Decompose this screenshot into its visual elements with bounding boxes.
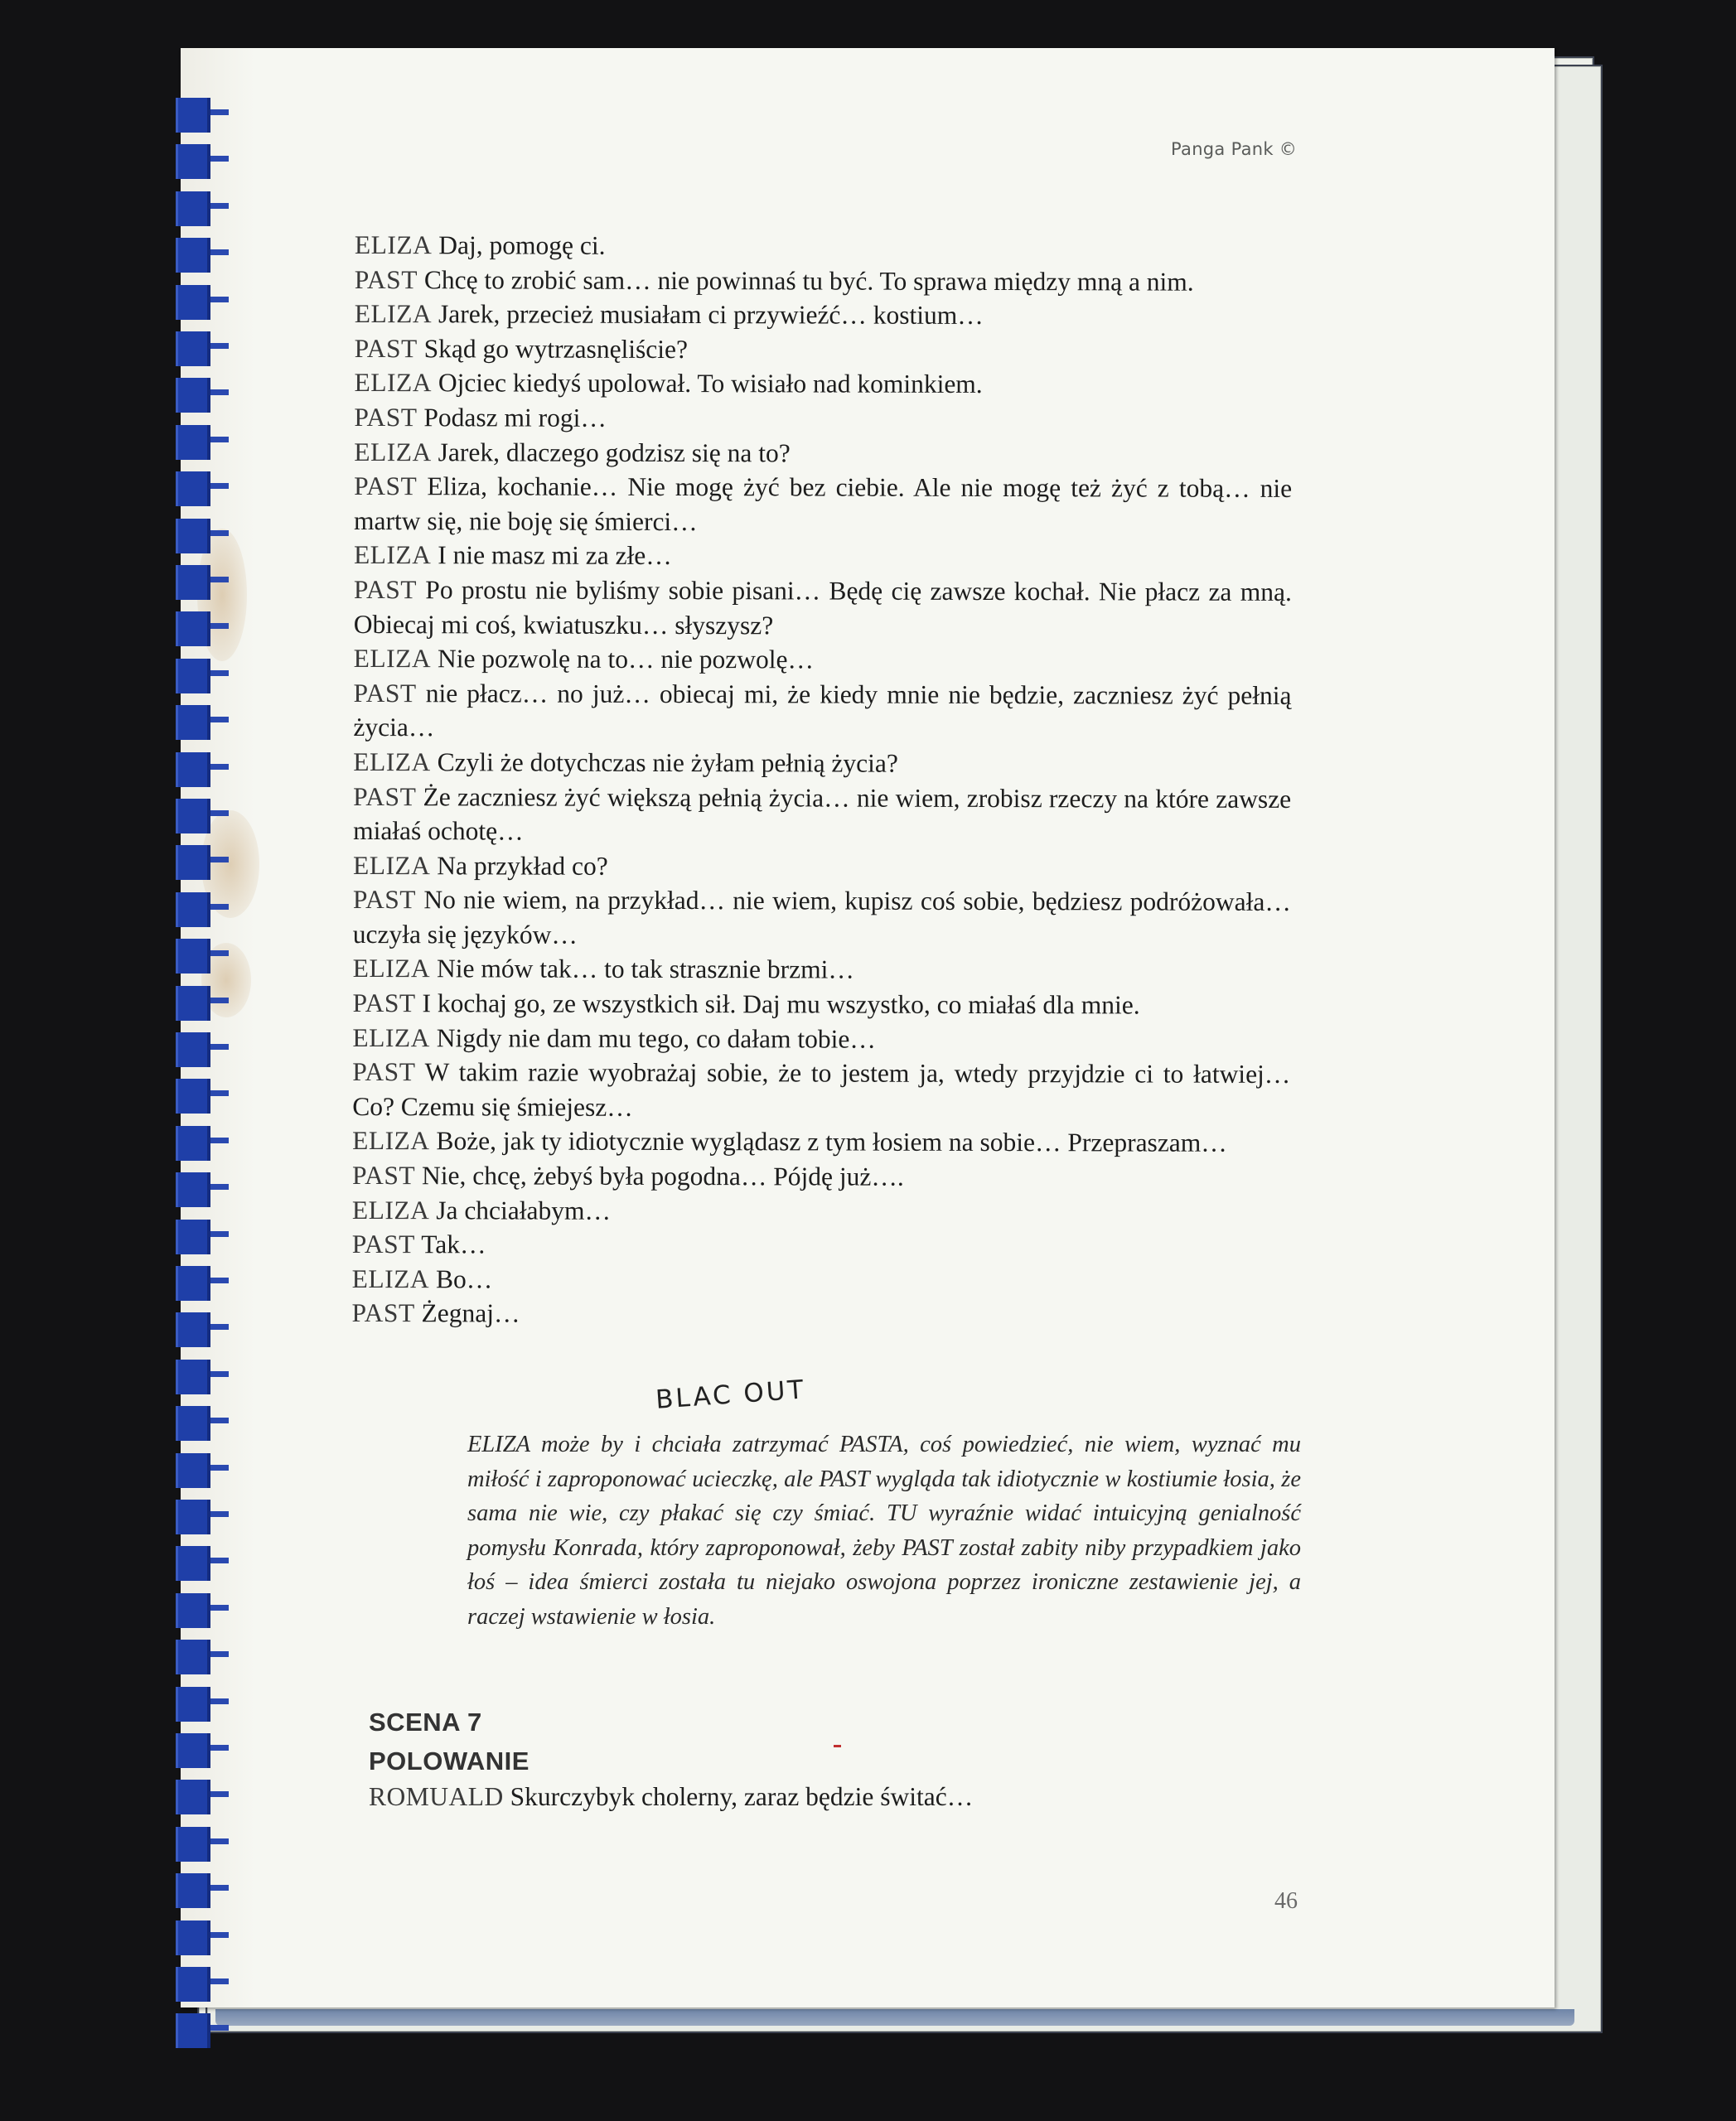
binding-ring (176, 611, 210, 646)
dialogue-line (353, 779, 1291, 850)
dialogue-line (354, 641, 1292, 679)
line-text: Eliza, kochanie… Nie mogę żyć bez ciebie. Ale nie mogę też żyć z tobą… nie martw się, nie boję się śmierci… (354, 471, 1293, 536)
binding-ring (176, 1220, 210, 1254)
line-text: Nie pozwolę na to… nie pozwolę… (437, 644, 815, 674)
dialogue-line (353, 882, 1291, 954)
line-text: W takim razie wyobrażaj sobie, że to jestem ja, wtedy przyjdzie ci to łatwiej… Co? Czemu się śmiejesz… (352, 1057, 1291, 1122)
binding-ring (176, 659, 210, 693)
page-header: Panga Pank © (1171, 139, 1298, 159)
dialogue-line (352, 986, 1290, 1023)
line-text: Jarek, przecież musiałam ci przywieźć… kostium… (438, 299, 984, 331)
binding-ring (176, 1827, 210, 1862)
speaker-name: PAST (351, 1298, 415, 1328)
binding-ring (176, 1126, 210, 1161)
line-text: Daj, pomogę ci. (438, 230, 606, 260)
line-text: Żegnaj… (421, 1298, 520, 1328)
binding-ring (176, 1500, 210, 1534)
speaker-name: ELIZA (351, 1263, 430, 1294)
line-text: Ja chciałabym… (436, 1195, 612, 1225)
speaker-name: ELIZA (354, 368, 433, 398)
binding-ring (176, 1687, 210, 1722)
binding-ring (176, 986, 210, 1021)
binding-ring (176, 1873, 210, 1908)
line-text: Chcę to zrobić sam… nie powinnaś tu być. To sprawa między mną a nim. (423, 264, 1194, 297)
speaker-name: ELIZA (353, 644, 432, 674)
dialogue-line (354, 573, 1292, 644)
binding-ring (176, 565, 210, 600)
line-text: I nie masz mi za złe… (438, 540, 672, 571)
speaker-name: ELIZA (352, 1126, 430, 1156)
dialogue-line (354, 469, 1292, 540)
scene-title: POLOWANIE (369, 1747, 530, 1776)
dialogue-line (354, 435, 1292, 472)
speaker-name: PAST (354, 264, 418, 294)
binding-ring (176, 331, 210, 366)
binding-ring (176, 845, 210, 880)
page-number: 46 (1274, 1888, 1298, 1914)
ink-mark (834, 1745, 841, 1747)
binding-ring (176, 705, 210, 740)
line-text: Nie, chcę, żebyś była pogodna… Pójdę już…. (421, 1161, 904, 1191)
binding-ring (176, 1453, 210, 1488)
dialogue-line (354, 538, 1292, 575)
dialogue-line (352, 1158, 1290, 1196)
line-text: Na przykład co? (437, 850, 608, 881)
speaker-name: PAST (351, 1230, 415, 1259)
speaker-name: ELIZA (352, 1022, 430, 1052)
binding-ring (176, 1079, 210, 1114)
line-text: No nie wiem, na przykład… nie wiem, kupisz coś sobie, będziesz podróżowała… uczyła się języków… (352, 885, 1291, 949)
speaker-name: ELIZA (354, 437, 432, 466)
binding-ring (176, 191, 210, 226)
binding-ring (176, 1920, 210, 1955)
binding-ring (176, 1406, 210, 1441)
dialogue-line (355, 297, 1293, 334)
speaker-name: PAST (352, 988, 416, 1018)
line-text: Nie mów tak… to tak strasznie brzmi… (436, 954, 854, 985)
speaker-name: ELIZA (353, 540, 432, 570)
dialogue-line (352, 1123, 1290, 1161)
binding-ring (176, 1032, 210, 1067)
speaker-name: ELIZA (354, 230, 433, 260)
line-text: nie płacz… no już… obiecaj mi, że kiedy mnie nie będzie, zaczniesz żyć pełnią życia… (353, 678, 1292, 742)
speaker-name: PAST (354, 333, 418, 363)
scene-number: SCENA 7 (369, 1708, 482, 1737)
binding-ring (176, 1546, 210, 1581)
speaker-name: PAST (354, 402, 418, 432)
line-text: Skurczybyk cholerny, zaraz będzie świtać… (510, 1782, 974, 1811)
binding-ring (176, 752, 210, 787)
speaker-name: ELIZA (352, 954, 431, 983)
line-text: I kochaj go, ze wszystkich sił. Daj mu wszystko, co miałaś dla mnie. (422, 988, 1140, 1020)
binding-ring (176, 2013, 210, 2048)
speaker-name: PAST (354, 471, 418, 501)
dialogue-block (352, 228, 1293, 1333)
line-text: Po prostu nie byliśmy sobie pisani… Będę cię zawsze kochał. Nie płacz za mną. Obiecaj mi coś, kwiatuszku… słyszysz? (353, 575, 1292, 640)
dialogue-line (352, 1296, 1290, 1333)
speaker-name: ELIZA (352, 850, 431, 880)
line-text: Jarek, dlaczego godzisz się na to? (438, 437, 791, 467)
binding-ring (176, 519, 210, 553)
binding-ring (176, 1967, 210, 2002)
binding-ring (176, 1266, 210, 1301)
line-text: Ojciec kiedyś upolował. To wisiało nad kominkiem. (438, 368, 983, 399)
line-text: Czyli że dotychczas nie żyłam pełnią życia? (437, 747, 898, 778)
binding-ring (176, 1172, 210, 1207)
dialogue-line (353, 951, 1291, 988)
binding-ring (176, 425, 210, 460)
binding-ring (176, 285, 210, 320)
dialogue-line (352, 1055, 1290, 1126)
speaker-name: PAST (351, 1161, 416, 1191)
binding-ring (176, 471, 210, 506)
binding-ring (176, 1780, 210, 1814)
line-text: Nigdy nie dam mu tego, co dałam tobie… (436, 1022, 876, 1054)
dialogue-line (352, 1193, 1290, 1230)
binding-ring (176, 378, 210, 413)
line-text: Tak… (421, 1230, 486, 1259)
speaker-name: PAST (352, 885, 417, 915)
binding-ring (176, 1360, 210, 1394)
binding-ring (176, 939, 210, 974)
speaker-name: ROMUALD (369, 1782, 504, 1811)
dialogue-line (355, 228, 1293, 265)
speaker-name: ELIZA (353, 746, 431, 777)
binding-ring (176, 238, 210, 273)
dialogue-line (353, 676, 1291, 747)
speaker-name: ELIZA (354, 299, 433, 329)
dialogue-line (352, 1021, 1290, 1058)
line-text: Bo… (435, 1264, 493, 1294)
line-text: Że zaczniesz żyć większą pełnią życia… nie wiem, zrobisz rzeczy na które zawsze miałaś ochotę… (353, 781, 1292, 846)
dialogue-line (369, 1780, 973, 1814)
dialogue-line (354, 365, 1292, 403)
speaker-name: PAST (352, 1057, 416, 1087)
dialogue-line (355, 263, 1293, 300)
dialogue-line (352, 1262, 1290, 1299)
dialogue-line (354, 400, 1292, 437)
binding-ring (176, 1640, 210, 1674)
speaker-name: PAST (353, 678, 417, 708)
dialogue-line (352, 1227, 1290, 1264)
line-text: Podasz mi rogi… (423, 403, 607, 432)
binding-ring (176, 892, 210, 927)
binding-ring (176, 1593, 210, 1628)
dialogue-line (353, 745, 1291, 782)
dialogue-line (355, 331, 1293, 369)
line-text: Skąd go wytrzasnęliście? (423, 334, 689, 364)
stage-direction: ELIZA może by i chciała zatrzymać PASTA, coś powiedzieć, nie wiem, wyznać mu miłość i zaproponować ucieczkę, ale PAST wygląda tak idiotycznie w kostiumie łosia, że sama nie wie, czy płakać się czy śmiać. TU wyraźnie widać intuicyjną genialność pomysłu Konrada, który zaproponował, żeby PAST został zabity niby przypadkiem jako łoś – idea śmierci została tu niejako oswojona poprzez ironiczne zestawienie jej, a raczej wstawienie w łosia. (467, 1432, 1301, 1630)
spiral-binding (166, 83, 240, 2022)
handwritten-note: BLAC OUT (655, 1375, 807, 1415)
binding-ring (176, 144, 210, 179)
binding-ring (176, 1312, 210, 1347)
binding-ring (176, 98, 210, 133)
line-text: Boże, jak ty idiotycznie wyglądasz z tym łosiem na sobie… Przepraszam… (436, 1126, 1227, 1158)
dialogue-line (353, 848, 1291, 886)
speaker-name: PAST (353, 574, 418, 605)
binding-ring (176, 799, 210, 833)
cover-edge (215, 2009, 1574, 2026)
speaker-name: ELIZA (351, 1195, 430, 1225)
speaker-name: PAST (353, 781, 417, 811)
binding-ring (176, 1733, 210, 1768)
